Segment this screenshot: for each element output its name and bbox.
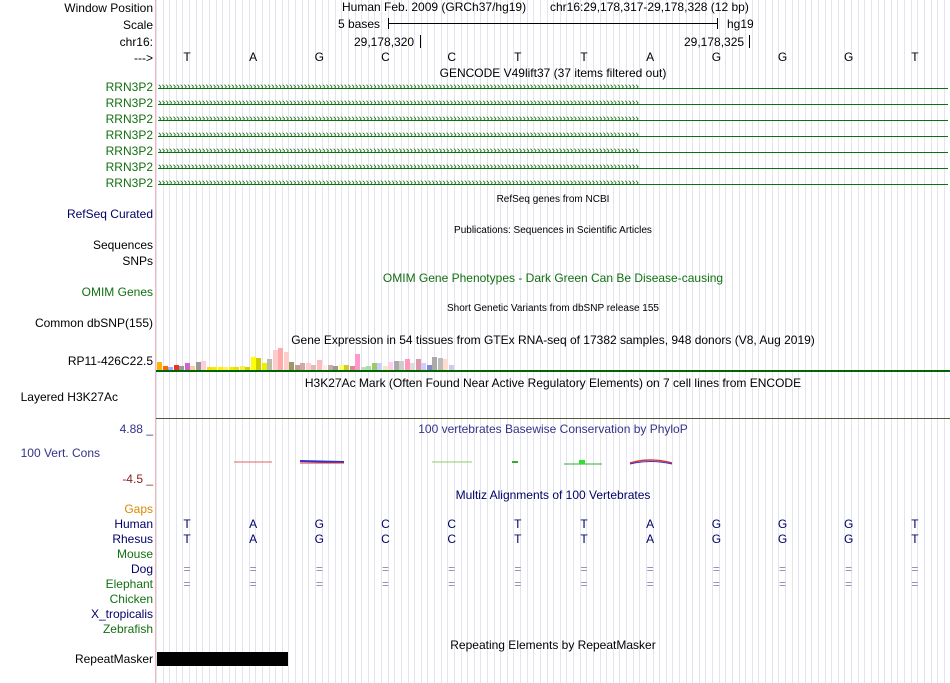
gencode-feature-line[interactable] (158, 84, 948, 94)
gencode-feature-line[interactable] (158, 148, 948, 158)
repeatmasker-title: Repeating Elements by RepeatMasker (450, 638, 656, 652)
alignment-base: T (183, 532, 191, 546)
gencode-feature-line[interactable] (158, 164, 948, 174)
alignment-base: T (580, 532, 588, 546)
alignment-base: T (514, 517, 522, 531)
alignment-base: = (646, 562, 654, 576)
scale-bar (388, 23, 718, 24)
base-letter: T (183, 50, 191, 64)
base-letter: T (514, 50, 522, 64)
strand-chevron-icon: ›››››››››››››››››››››››››››››››››››››››››››››››››››››››››››››››››››››››››››››››››››››››››››››››››››››››››››››››››››››››››››››››››››› (158, 180, 639, 189)
alignment-base: = (580, 577, 588, 591)
gaps-label: Gaps (124, 502, 153, 516)
alignment-base: = (249, 562, 257, 576)
phylop-signal[interactable] (156, 455, 950, 470)
alignment-base: C (381, 517, 390, 531)
phylop-title: 100 vertebrates Basewise Conservation by PhyloP (418, 422, 688, 436)
alignment-base: = (845, 577, 853, 591)
alignment-base: = (514, 577, 522, 591)
gencode-item-label[interactable]: RRN3P2 (105, 80, 153, 94)
base-letter: G (314, 50, 324, 64)
snps-label[interactable]: SNPs (122, 254, 153, 268)
phylop-min-label: -4.5 _ (122, 472, 153, 486)
sequences-label[interactable]: Sequences (92, 238, 153, 252)
alignment-base: G (711, 517, 722, 531)
alignment-base: T (580, 517, 588, 531)
phylop-max-label: 4.88 _ (119, 422, 153, 436)
species-label[interactable]: Dog (130, 562, 153, 576)
gtex-tissue-bar[interactable] (289, 362, 294, 370)
species-label[interactable]: Chicken (109, 592, 153, 606)
alignment-base: = (845, 562, 853, 576)
strand-chevron-icon: ›››››››››››››››››››››››››››››››››››››››››››››››››››››››››››››››››››››››››››››››››››››››››››››››››››››››››››››››››››››››››››››››››››› (158, 164, 639, 173)
alignment-base: = (779, 577, 787, 591)
alignment-base: = (712, 562, 720, 576)
alignment-base: A (249, 532, 258, 546)
strand-chevron-icon: ›››››››››››››››››››››››››››››››››››››››››››››››››››››››››››››››››››››››››››››››››››››››››››››››››››››››››››››››››››››››››››››››››››› (158, 100, 639, 109)
alignment-base: A (249, 517, 258, 531)
gencode-item-label[interactable]: RRN3P2 (105, 96, 153, 110)
gtex-tissue-bar[interactable] (432, 357, 437, 370)
alignment-base: = (712, 577, 720, 591)
alignment-base: C (381, 532, 390, 546)
alignment-base: G (844, 532, 854, 546)
gtex-tissue-bar[interactable] (355, 354, 360, 371)
alignment-base: T (911, 517, 919, 531)
strand-chevron-icon: ›››››››››››››››››››››››››››››››››››››››››››››››››››››››››››››››››››››››››››››››››››››››››››››››››››››››››››››››››››››››››››››››››››› (158, 116, 639, 125)
gtex-tissue-bar[interactable] (262, 363, 267, 370)
gtex-tissue-bar[interactable] (185, 363, 190, 370)
base-letter: G (711, 50, 722, 64)
alignment-base: C (447, 517, 456, 531)
alignment-base: = (779, 562, 787, 576)
repeatmasker-feature[interactable] (157, 652, 288, 666)
gencode-feature-line[interactable] (158, 180, 948, 190)
vert-cons-label[interactable]: 100 Vert. Cons (20, 446, 100, 460)
omim-title: OMIM Gene Phenotypes - Dark Green Can Be Disease-causing (382, 271, 724, 285)
base-letter: T (580, 50, 588, 64)
gencode-item-label[interactable]: RRN3P2 (105, 112, 153, 126)
coord-tick-1 (420, 35, 421, 48)
alignment-base: = (911, 577, 919, 591)
species-label[interactable]: Human (114, 517, 153, 531)
gencode-feature-line[interactable] (158, 132, 948, 142)
gtex-tissue-bar[interactable] (267, 359, 272, 370)
species-label[interactable]: X_tropicalis (90, 607, 153, 621)
alignment-base: G (777, 532, 788, 546)
assembly-title: Human Feb. 2009 (GRCh37/hg19) (342, 0, 527, 14)
gtex-tissue-bar[interactable] (438, 358, 443, 370)
base-letter: A (249, 50, 258, 64)
alignment-base: = (448, 577, 456, 591)
strand-chevron-icon: ›››››››››››››››››››››››››››››››››››››››››››››››››››››››››››››››››››››››››››››››››››››››››››››››››››››››››››››››››››››››››››››››››››› (158, 148, 639, 157)
repeatmasker-label[interactable]: RepeatMasker (74, 652, 153, 666)
layered-h3k27ac-label[interactable]: Layered H3K27Ac (20, 390, 118, 404)
alignment-base: = (315, 577, 323, 591)
dbsnp-title: Short Genetic Variants from dbSNP release 155 (447, 303, 659, 314)
gtex-baseline (156, 370, 950, 372)
alignment-base: G (844, 517, 854, 531)
gtex-tissue-bar[interactable] (388, 362, 393, 370)
alignment-base: = (315, 562, 323, 576)
gencode-feature-line[interactable] (158, 100, 948, 110)
gtex-tissue-bar[interactable] (443, 359, 448, 370)
gencode-item-label[interactable]: RRN3P2 (105, 160, 153, 174)
alignment-base: G (711, 532, 722, 546)
gtex-tissue-bar[interactable] (306, 363, 311, 370)
gtex-tissue-bar[interactable] (300, 363, 305, 370)
publications-title: Publications: Sequences in Scientific Articles (454, 225, 652, 236)
position-readout: chr16:29,178,317-29,178,328 (12 bp) (550, 0, 749, 14)
species-label[interactable]: Rhesus (112, 532, 153, 546)
gtex-title: Gene Expression in 54 tissues from GTEx RNA-seq of 17382 samples, 948 donors (V8, Aug 2019) (291, 333, 815, 347)
alignment-base: = (448, 562, 456, 576)
alignment-base: = (580, 562, 588, 576)
alignment-base: = (183, 562, 191, 576)
alignment-base: C (447, 532, 456, 546)
refseq-title: RefSeq genes from NCBI (496, 194, 610, 205)
strand-chevron-icon: ›››››››››››››››››››››››››››››››››››››››››››››››››››››››››››››››››››››››››››››››››››››››››››››››››››››››››››››››››››››››››››››››››››› (158, 84, 639, 93)
omim-genes-label[interactable]: OMIM Genes (81, 285, 153, 299)
gtex-tissue-bar[interactable] (394, 361, 399, 370)
gtex-tissue-bar[interactable] (196, 362, 201, 370)
alignment-base: = (249, 577, 257, 591)
refseq-curated-label[interactable]: RefSeq Curated (66, 207, 153, 221)
gtex-tissue-bar[interactable] (273, 350, 278, 370)
alignment-base: G (314, 517, 324, 531)
species-label[interactable]: Elephant (105, 577, 153, 591)
gtex-tissue-bar[interactable] (284, 352, 289, 370)
track-labels (0, 0, 155, 683)
strand-chevron-icon: ›››››››››››››››››››››››››››››››››››››››››››››››››››››››››››››››››››››››››››››››››››››››››››››››››››››››››››››››››››››››››››››››››››› (158, 132, 639, 141)
base-letter: T (911, 50, 919, 64)
gtex-tissue-bar[interactable] (421, 363, 426, 370)
gtex-tissue-bar[interactable] (410, 363, 415, 370)
gtex-tissue-bar[interactable] (405, 359, 410, 370)
alignment-base: = (911, 562, 919, 576)
strand-toggle[interactable]: ---> (134, 51, 153, 65)
alignment-base: T (183, 517, 191, 531)
gtex-tissue-bar[interactable] (399, 361, 404, 370)
coord-label-1: 29,178,320 (354, 35, 415, 49)
gencode-item-label[interactable]: RRN3P2 (105, 128, 153, 142)
coord-tick-2 (749, 35, 750, 48)
base-letter: C (381, 50, 390, 64)
gtex-tissue-bar[interactable] (256, 358, 261, 370)
base-letter: C (447, 50, 456, 64)
alignment-base: G (777, 517, 788, 531)
alignment-base: = (183, 577, 191, 591)
alignment-base: A (646, 532, 655, 546)
gtex-tissue-bar[interactable] (317, 360, 322, 370)
scale-assembly: hg19 (727, 17, 754, 31)
alignment-base: A (646, 517, 655, 531)
gencode-item-label[interactable]: RRN3P2 (105, 176, 153, 190)
multiz-title: Multiz Alignments of 100 Vertebrates (455, 488, 651, 502)
scale-bar-right-tick (717, 18, 718, 29)
alignment-base: = (381, 562, 389, 576)
gtex-tissue-bar[interactable] (201, 361, 206, 370)
alignment-base: = (514, 562, 522, 576)
base-letter: A (646, 50, 655, 64)
species-label[interactable]: Zebrafish (102, 622, 153, 636)
window-position-label: Window Position (64, 1, 153, 15)
gtex-gene-label[interactable]: RP11-426C22.5 (67, 354, 153, 368)
scale-bases-label: 5 bases (338, 17, 381, 31)
gtex-tissue-bar[interactable] (251, 357, 256, 370)
gencode-title: GENCODE V49lift37 (37 items filtered out) (439, 66, 667, 80)
gtex-tissue-bar[interactable] (157, 362, 162, 370)
base-letter: G (844, 50, 854, 64)
alignment-base: T (911, 532, 919, 546)
gtex-tissue-bar[interactable] (372, 363, 377, 370)
alignment-base: = (381, 577, 389, 591)
gencode-feature-line[interactable] (158, 116, 948, 126)
gtex-tissue-bar[interactable] (416, 359, 421, 370)
h3k27ac-baseline (156, 418, 950, 419)
gencode-item-label[interactable]: RRN3P2 (105, 144, 153, 158)
alignment-base: = (646, 577, 654, 591)
species-label[interactable]: Mouse (116, 547, 153, 561)
scale-bar-left-tick (388, 18, 389, 29)
gtex-tissue-bar[interactable] (278, 348, 283, 370)
alignment-base: G (314, 532, 324, 546)
common-dbsnp-label[interactable]: Common dbSNP(155) (34, 316, 153, 330)
coord-label-2: 29,178,325 (684, 35, 745, 49)
gtex-tissue-bar[interactable] (377, 363, 382, 370)
chrom-label: chr16: (119, 35, 153, 49)
base-letter: G (777, 50, 788, 64)
scale-label: Scale (122, 18, 153, 32)
alignment-base: T (514, 532, 522, 546)
h3k27ac-title: H3K27Ac Mark (Often Found Near Active Regulatory Elements) on 7 cell lines from ENCODE (304, 376, 802, 390)
